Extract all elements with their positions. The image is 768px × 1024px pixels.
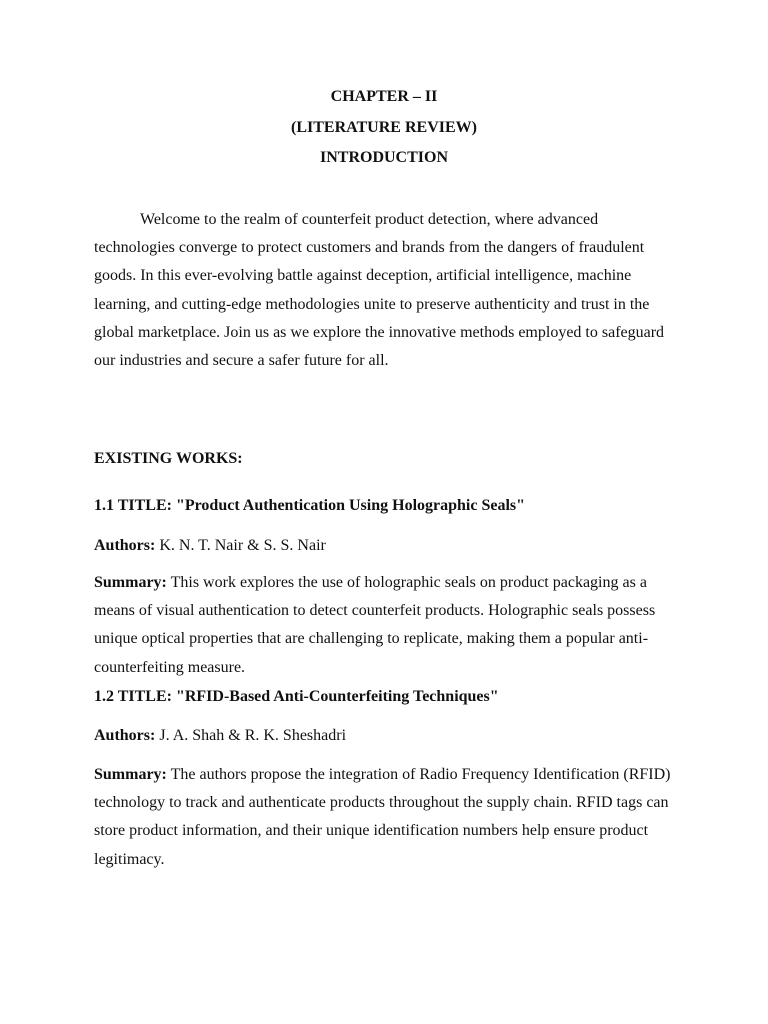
- existing-works-heading: EXISTING WORKS:: [94, 450, 243, 467]
- work-title-2: 1.2 TITLE: "RFID-Based Anti-Counterfeiting Techniques": [94, 688, 499, 705]
- work-title-1: 1.1 TITLE: "Product Authentication Using Holographic Seals": [94, 497, 526, 514]
- work-summary-1: [94, 569, 674, 682]
- summary-label: Summary:: [94, 766, 167, 783]
- section-heading: INTRODUCTION: [319, 149, 448, 166]
- chapter-heading: CHAPTER – II: [330, 88, 438, 105]
- authors-label: Authors:: [94, 727, 156, 744]
- work-authors-2: [94, 722, 674, 750]
- summary-label: Summary:: [94, 574, 167, 591]
- work-authors-1: [94, 532, 674, 560]
- intro-paragraph: Welcome to the realm of counterfeit product detection, where advanced technologies converge to protect customers and brands from the dangers of fraudulent goods. In this ever-evolving battle against deception, artificial intelligence, machine learning, and cutting-edge methodologies unite to preserve authenticity and trust in the global marketplace. Join us as we explore the innovative methods employed to safeguard our industries and secure a safer future for all.: [94, 211, 665, 370]
- summary-text: This work explores the use of holographic seals on product packaging as a means of visual authentication to detect counterfeit products. Holographic seals possess unique optical properties that are challenging to replicate, making them a popular anti-counterfeiting measure.: [94, 574, 656, 676]
- summary-text: The authors propose the integration of Radio Frequency Identification (RFID) technology to track and authenticate products throughout the supply chain. RFID tags can store product information, and their unique identification numbers help ensure product legitimacy.: [94, 766, 671, 868]
- authors-names: J. A. Shah & R. K. Sheshadri: [159, 727, 347, 744]
- work-summary-2: [94, 761, 674, 874]
- authors-names: K. N. T. Nair & S. S. Nair: [159, 537, 326, 554]
- chapter-subtitle: (LITERATURE REVIEW): [291, 119, 477, 136]
- authors-label: Authors:: [94, 537, 156, 554]
